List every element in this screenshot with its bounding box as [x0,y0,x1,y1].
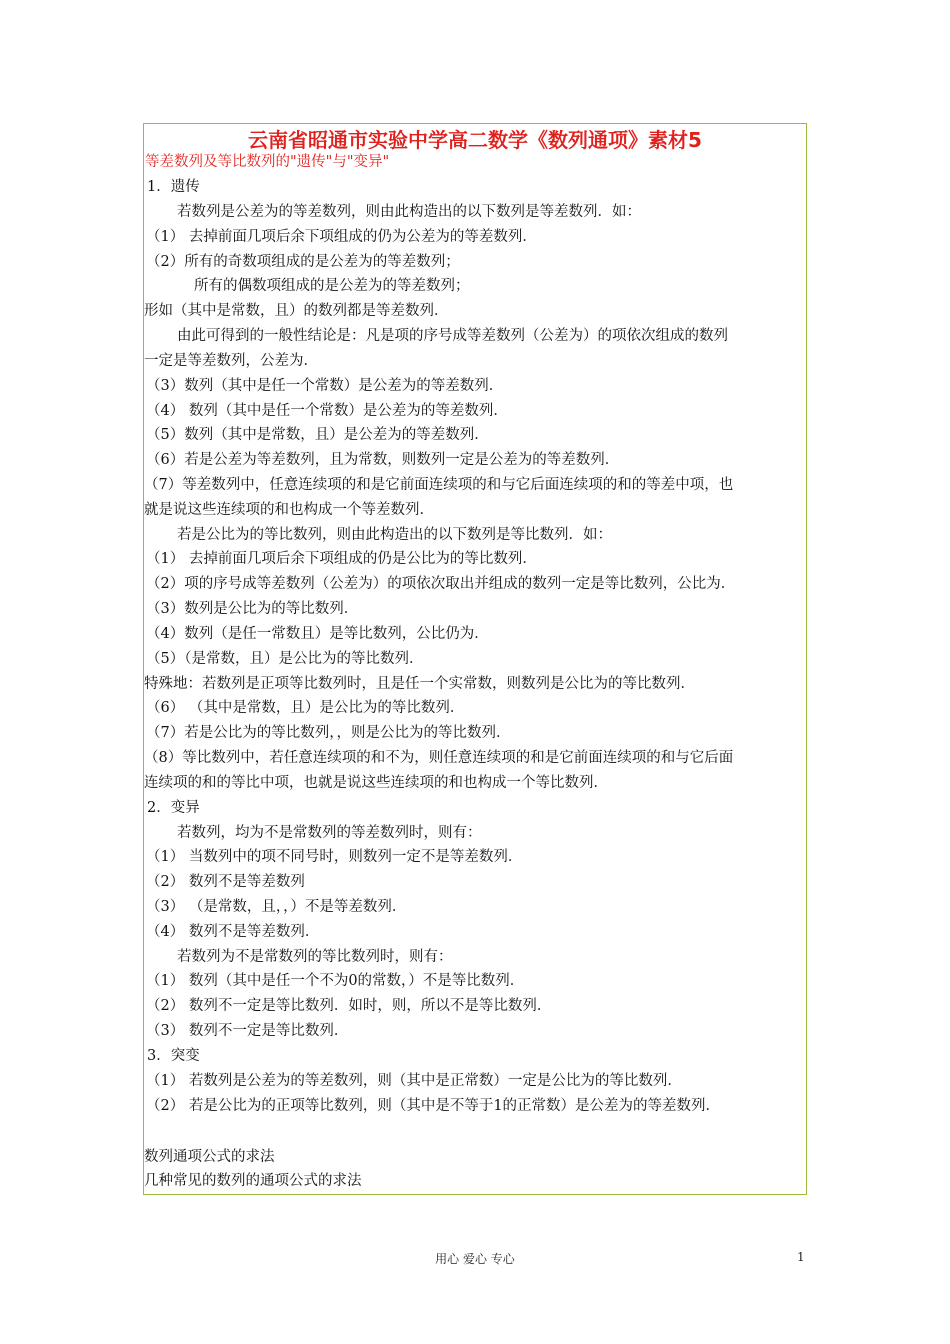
text-line: （1） 去掉前面几项后余下项组成的仍是公比为的等比数列． [146,551,537,567]
text-line: （4） 数列不是等差数列． [146,924,320,940]
page-footer: 用心 爱心 专心 [435,1252,515,1266]
text-line: （3） （是常数，且，，）不是等差数列． [146,899,407,915]
text-line: （6） （其中是常数，且）是公比为的等比数列． [146,700,465,716]
text-line: （1） 数列（其中是任一个不为0的常数，）不是等比数列． [146,973,525,989]
text-line: （1） 若数列是公差为的等差数列，则（其中是正常数）一定是公比为的等比数列． [146,1073,682,1089]
text-line: （3）数列（其中是任一个常数）是公差为的等差数列． [146,378,504,394]
text-line: 若是公比为的等比数列，则由此构造出的以下数列是等比数列．如： [177,527,612,543]
text-line: 一定是等差数列，公差为． [144,353,318,369]
section-heading: 数列通项公式的求法 [144,1149,275,1165]
text-line: 就是说这些连续项的和也构成一个等差数列． [144,502,434,518]
text-line: （3） 数列不一定是等比数列． [146,1023,349,1039]
text-line: （2） 数列不是等差数列 [146,874,305,890]
section-heading: 几种常见的数列的通项公式的求法 [144,1173,362,1189]
text-line: （2）项的序号成等差数列（公差为）的项依次取出并组成的数列一定是等比数列，公比为． [146,576,736,592]
text-line: 特殊地：若数列是正项等比数列时，且是任一个实常数，则数列是公比为的等比数列． [144,676,695,692]
text-line: （4）数列（是任一常数且）是等比数列，公比仍为． [146,626,489,642]
text-line: （6）若是公差为等差数列，且为常数，则数列一定是公差为的等差数列． [146,452,620,468]
text-line: 所有的偶数项组成的是公差为的等差数列； [194,278,470,294]
heading-inheritance: 1．遗传 [147,179,200,195]
text-line: （5）（是常数，且）是公比为的等比数列． [146,651,424,667]
heading-variation: 2．变异 [147,800,200,816]
text-line: （3）数列是公比为的等比数列． [146,601,359,617]
text-line: （2）所有的奇数项组成的是公差为的等差数列； [146,254,460,270]
text-line: （8）等比数列中，若任意连续项的和不为，则任意连续项的和是它前面连续项的和与它后面 [144,750,734,766]
text-line: （2） 若是公比为的正项等比数列，则（其中是不等于1的正常数）是公差为的等差数列． [146,1098,721,1114]
text-line: （1） 去掉前面几项后余下项组成的仍为公差为的等差数列． [146,229,537,245]
page-title: 云南省昭通市实验中学高二数学《数列通项》素材5 [248,128,702,152]
text-line: （5）数列（其中是常数，且）是公差为的等差数列． [146,427,489,443]
text-line: （1） 当数列中的项不同号时，则数列一定不是等差数列． [146,849,523,865]
text-line: 形如（其中是常数，且）的数列都是等差数列． [144,303,449,319]
text-line: （4） 数列（其中是任一个常数）是公差为的等差数列． [146,403,508,419]
text-line: （7）等差数列中，任意连续项的和是它前面连续项的和与它后面连续项的和的等差中项，也 [144,477,734,493]
text-line: 由此可得到的一般性结论是：凡是项的序号成等差数列（公差为）的项依次组成的数列 [177,328,728,344]
text-line: 若数列是公差为的等差数列，则由此构造出的以下数列是等差数列．如： [177,204,641,220]
text-line: 连续项的和的等比中项，也就是说这些连续项的和也构成一个等比数列． [144,775,608,791]
heading-mutation: 3．突变 [147,1048,200,1064]
text-line: 若数列，均为不是常数列的等差数列时，则有： [177,825,482,841]
text-line: （7）若是公比为的等比数列，，则是公比为的等比数列． [146,725,511,741]
section-subtitle: 等差数列及等比数列的"遗传"与"变异" [145,154,390,170]
page-number: 1 [797,1250,805,1264]
text-line: 若数列为不是常数列的等比数列时，则有： [177,949,453,965]
text-line: （2） 数列不一定是等比数列．如时，则，所以不是等比数列． [146,998,552,1014]
